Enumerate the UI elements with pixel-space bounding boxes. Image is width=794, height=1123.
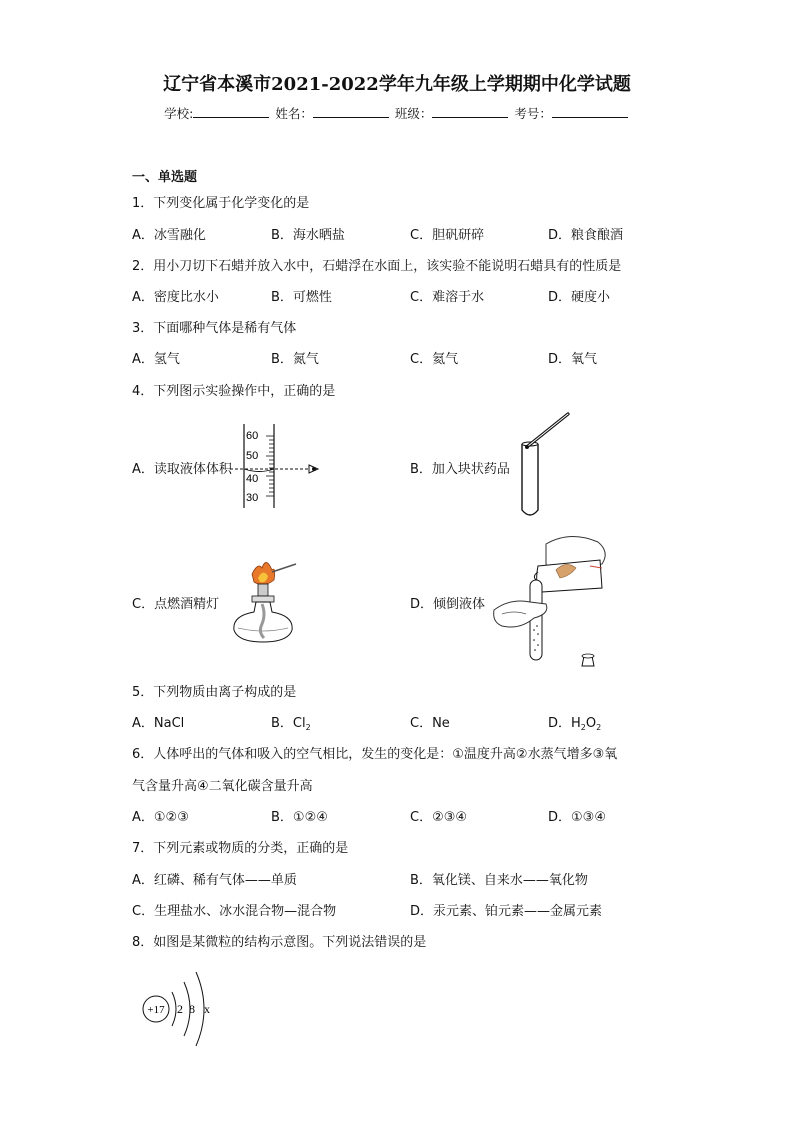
q7-option-c[interactable]: C．生理盐水、冰水混合物—混合物 — [132, 904, 337, 919]
pouring-liquid-figure — [490, 530, 618, 672]
class-blank[interactable] — [432, 106, 508, 118]
q2-option-d[interactable]: D．硬度小 — [548, 290, 611, 305]
test-tube-tweezers-figure — [518, 408, 578, 520]
number-blank[interactable] — [552, 106, 628, 118]
q6-option-a[interactable]: A．①②③ — [132, 810, 189, 825]
q3-option-a[interactable]: A．氢气 — [132, 352, 180, 367]
q4-option-b[interactable]: B．加入块状药品 — [410, 462, 510, 477]
student-info-line — [0, 104, 794, 122]
section-heading: 一、单选题 — [132, 170, 198, 185]
q3-option-d[interactable]: D．氧气 — [548, 352, 598, 367]
q2-option-b[interactable]: B．可燃性 — [271, 290, 332, 305]
scale-label: 60 — [246, 430, 259, 442]
question-3-stem: 3．下面哪种气体是稀有气体 — [132, 321, 297, 336]
q2-option-a[interactable]: A．密度比水小 — [132, 290, 219, 305]
question-8-stem: 8．如图是某微粒的结构示意图。下列说法错误的是 — [132, 935, 427, 950]
q4-option-d[interactable]: D．倾倒液体 — [410, 597, 486, 612]
question-7-stem: 7．下列元素或物质的分类，正确的是 — [132, 841, 349, 856]
q7-option-d[interactable]: D．汞元素、铂元素——金属元素 — [410, 904, 603, 919]
scale-label: 30 — [246, 492, 259, 504]
nucleus-charge: +17 — [147, 1004, 165, 1016]
q1-option-a[interactable]: A．冰雪融化 — [132, 228, 206, 243]
scale-label: 50 — [246, 450, 259, 462]
question-1-stem: 1．下列变化属于化学变化的是 — [132, 196, 310, 211]
question-4-stem: 4．下列图示实验操作中，正确的是 — [132, 384, 336, 399]
q4-option-c[interactable]: C．点燃酒精灯 — [132, 597, 220, 612]
school-label: 学校: — [164, 106, 194, 121]
class-label: 班级： — [394, 106, 433, 121]
q6-option-d[interactable]: D．①③④ — [548, 810, 606, 825]
q1-option-c[interactable]: C．胆矾研碎 — [410, 228, 485, 243]
q3-option-b[interactable]: B．氮气 — [271, 352, 319, 367]
q1-option-d[interactable]: D．粮食酿酒 — [548, 228, 624, 243]
school-blank[interactable] — [193, 106, 269, 118]
atom-structure-figure — [140, 968, 230, 1052]
q6-option-c[interactable]: C．②③④ — [410, 810, 468, 825]
name-blank[interactable] — [313, 106, 389, 118]
alcohol-lamp-figure — [228, 556, 308, 646]
question-6-stem-cont: 气含量升高④二氧化碳含量升高 — [132, 779, 313, 794]
q7-option-b[interactable]: B．氧化镁、自来水——氧化物 — [410, 873, 588, 888]
q6-option-b[interactable]: B．①②④ — [271, 810, 328, 825]
q5-option-a[interactable]: A．NaCl — [132, 716, 185, 731]
question-6-stem: 6．人体呼出的气体和吸入的空气相比，发生的变化是：①温度升高②水蒸气增多③氧 — [132, 747, 618, 762]
scale-label: 40 — [246, 473, 259, 485]
q5-option-b[interactable]: B．$Cl_2$ — [271, 716, 311, 732]
name-label: 姓名： — [275, 106, 313, 121]
q1-option-b[interactable]: B．海水晒盐 — [271, 228, 345, 243]
graduated-cylinder-figure — [230, 422, 330, 510]
q4-option-a[interactable]: A．读取液体体积 — [132, 462, 232, 477]
question-2-stem: 2．用小刀切下石蜡并放入水中，石蜡浮在水面上，该实验不能说明石蜡具有的性质是 — [132, 259, 622, 274]
shell-electrons: x — [204, 1002, 210, 1016]
q5-option-d[interactable]: D．$H_2O_2$ — [548, 716, 602, 732]
shell-electrons: 2 — [177, 1002, 183, 1016]
q3-option-c[interactable]: C．氦气 — [410, 352, 459, 367]
number-label: 考号： — [514, 106, 552, 121]
shell-electrons: 8 — [189, 1002, 195, 1016]
q2-option-c[interactable]: C．难溶于水 — [410, 290, 485, 305]
q5-option-c[interactable]: C．Ne — [410, 716, 450, 731]
page-title: 辽宁省本溪市2021-2022学年九年级上学期期中化学试题 — [163, 74, 631, 95]
question-5-stem: 5．下列物质由离子构成的是 — [132, 685, 297, 700]
q7-option-a[interactable]: A．红磷、稀有气体——单质 — [132, 873, 297, 888]
